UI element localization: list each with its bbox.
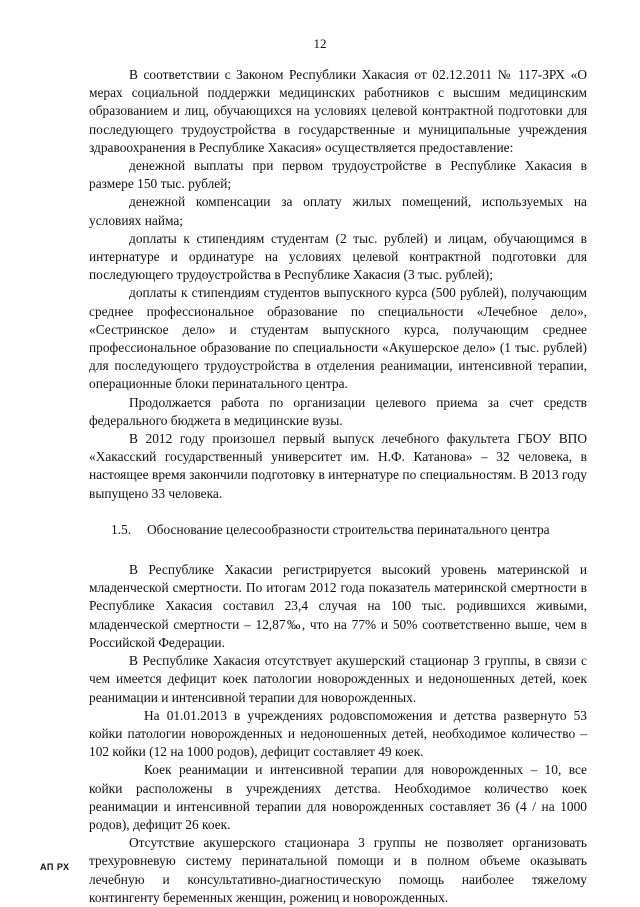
section-number: 1.5. (111, 521, 132, 537)
paragraph: В Республике Хакасии регистрируется высокий уровень материнской и младенческой смертности. По итогам 2012 года показатель материнской смертности в Республике Хакасия составил 23,4 случая на 100 тыс. родившихся живыми, младенческой смертности – 12,87‰, что на 77% и 50% соответственно выше, чем в Российской Федерации. (89, 562, 587, 650)
paragraph: Продолжается работа по организации целевого приема за счет средств федерального бюджета в медицинские вузы. (89, 394, 587, 428)
paragraph: Отсутствие акушерского стационара 3 группы не позволяет организовать трехуровневую систему перинатальной помощи и в полном объеме оказывать лечебную и консультативно-диагностическую помощь наиболее тяжелому контингенту беременных женщин, рожениц и новорожденных. (89, 835, 587, 905)
section-title: Обоснование целесообразности строительства перинатального центра (147, 521, 550, 537)
section-heading (89, 521, 587, 539)
paragraph: В 2012 году произошел первый выпуск лечебного факультета ГБОУ ВПО «Хакасский государственный университет им. Н.Ф. Катанова» – 32 человека, в настоящее время закончили подготовку в интернатуре по специальностям. В 2013 году выпущено 33 человека. (89, 431, 587, 501)
paragraph: На 01.01.2013 в учреждениях родовспоможения и детства развернуто 53 койки патологии новорожденных и недоношенных детей, необходимое количество – 102 койки (12 на 1000 родов), дефицит составляет 49 коек. (89, 707, 587, 760)
document-body (89, 66, 587, 907)
paragraph: В соответствии с Законом Республики Хакасия от 02.12.2011 № 117-ЗРХ «О мерах социальной поддержки медицинских работников с высшим медицинским образованием и лиц, обучающихся на условиях целевой контрактной подготовки для последующего трудоустройства в государственные и муниципальные учреждения здравоохранения в Республике Хакасия» осуществляется предоставление: (89, 67, 587, 155)
page-number: 12 (313, 36, 327, 51)
list-item: денежной компенсации за оплату жилых помещений, используемых на условиях найма; (89, 194, 587, 228)
list-item: доплаты к стипендиям студентов выпускного курса (500 рублей), получающим среднее профессиональное образование по специальности «Лечебное дело», «Сестринское дело» и студентам выпускного курса, получающим среднее профессиональное образование по специальности «Акушерское дело» (1 тыс. рублей) для последующего трудоустройства в отделения реанимации, интенсивной терапии, операционные блоки перинатального центра. (89, 285, 587, 392)
footer-mark: АП РХ (40, 862, 70, 872)
list-item: доплаты к стипендиям студентам (2 тыс. рублей) и лицам, обучающимся в интернатуре и ординатуре на условиях целевой контрактной подготовки для последующего трудоустройства в Республике Хакасия (3 тыс. рублей); (89, 230, 587, 283)
list-item: денежной выплаты при первом трудоустройстве в Республике Хакасия в размере 150 тыс. рублей; (89, 158, 587, 192)
paragraph: Коек реанимации и интенсивной терапии для новорожденных – 10, все койки расположены в учреждениях детства. Необходимое количество коек реанимации и интенсивной терапии для новорожденных составляет 36 (4 / на 1000 родов), дефицит 26 коек. (89, 762, 587, 832)
paragraph: В Республике Хакасия отсутствует акушерский стационар 3 группы, в связи с чем имеется дефицит коек патологии новорожденных и недоношенных детей, коек реанимации и интенсивной терапии для новорожденных. (89, 653, 587, 705)
